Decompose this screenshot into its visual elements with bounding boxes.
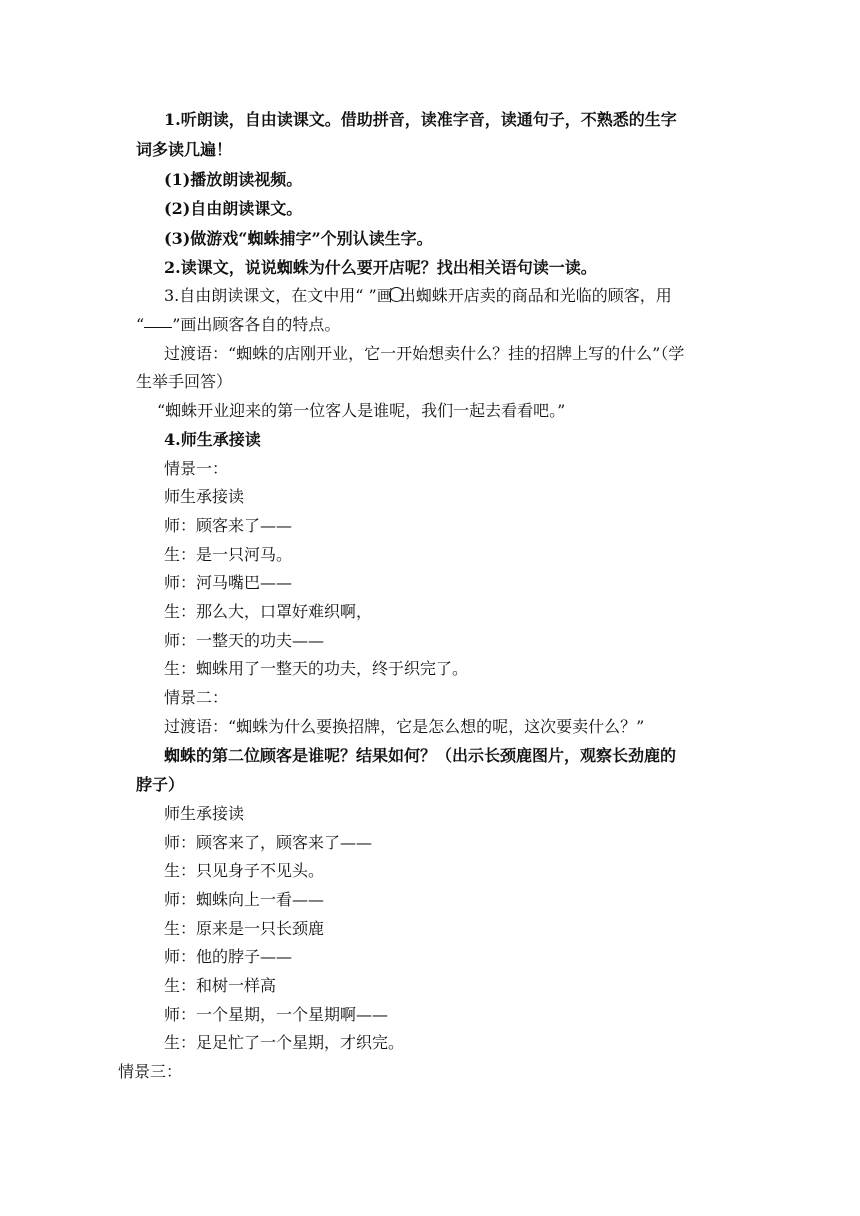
dialogue-line: 生：和树一样高 xyxy=(164,976,277,995)
dialogue-line: 生：蜘蛛用了一整天的功夫，终于织完了。 xyxy=(164,659,469,678)
dialogue-line: 生：那么大，口罩好难织啊， xyxy=(164,602,373,621)
dialogue-line: 师：蜘蛛向上一看—— xyxy=(164,890,325,909)
circle-mark-icon xyxy=(389,287,404,302)
transition-2: “蜘蛛开业迎来的第一位客人是谁呢，我们一起去看看吧。” xyxy=(157,401,566,420)
underline-mark-icon xyxy=(144,315,172,328)
dialogue-line: 师：一整天的功夫—— xyxy=(164,631,325,650)
step-3-line-1 xyxy=(0,285,860,307)
dialogue-line: 师：一个星期，一个星期啊—— xyxy=(164,1005,389,1024)
scene-1-heading: 情景一： xyxy=(164,459,229,478)
dialogue-line: 师：河马嘴巴—— xyxy=(164,573,293,592)
scene-3-heading: 情景三： xyxy=(118,1062,183,1081)
dialogue-line: 师：顾客来了—— xyxy=(164,516,293,535)
scene-1-label: 师生承接读 xyxy=(164,487,245,506)
scene-2-heading: 情景二： xyxy=(164,688,229,707)
transition-1-line-2: 生举手回答） xyxy=(136,372,233,391)
substep-2: (2)自由朗读课文。 xyxy=(164,199,303,218)
transition-3: 过渡语：“蜘蛛为什么要换招牌，它是怎么想的呢，这次要卖什么？” xyxy=(164,717,645,736)
step-3-text-c: ”画出顾客各自的特点。 xyxy=(172,315,341,334)
step-3-text-b: 出蜘蛛开店卖的商品和光临的顾客，用 xyxy=(399,286,672,305)
substep-1: (1)播放朗读视频。 xyxy=(164,170,303,189)
step-1-line-2: 词多读几遍！ xyxy=(136,140,233,159)
dialogue-line: 生：原来是一只长颈鹿 xyxy=(164,919,325,938)
step-3-line-2 xyxy=(0,314,860,336)
transition-1-line-1: 过渡语：“蜘蛛的店刚开业，它一开始想卖什么？挂的招牌上写的什么”（学 xyxy=(164,344,685,363)
dialogue-line: 师：他的脖子—— xyxy=(164,947,293,966)
step-1-line-1: 1.听朗读，自由读课文。借助拼音，读准字音，读通句子，不熟悉的生字 xyxy=(164,110,677,129)
step-2: 2.读课文，说说蜘蛛为什么要开店呢？找出相关语句读一读。 xyxy=(164,258,597,277)
question-line-1: 蜘蛛的第二位顾客是谁呢？结果如何？（出示长颈鹿图片，观察长劲鹿的 xyxy=(164,746,677,765)
question-line-2: 脖子） xyxy=(136,775,185,794)
dialogue-line: 生：只见身子不见头。 xyxy=(164,861,325,880)
dialogue-line: 生：足足忙了一个星期，才织完。 xyxy=(164,1033,405,1052)
dialogue-line: 生：是一只河马。 xyxy=(164,545,293,564)
step-3-quote-open: “ xyxy=(136,315,145,334)
dialogue-line: 师：顾客来了，顾客来了—— xyxy=(164,833,373,852)
step-3-text-a: 3.自由朗读课文，在文中用“ ”画 xyxy=(164,286,393,305)
substep-3: (3)做游戏“蜘蛛捕字”个别认读生字。 xyxy=(164,229,433,248)
step-4: 4.师生承接读 xyxy=(164,430,261,449)
scene-2-label: 师生承接读 xyxy=(164,804,245,823)
